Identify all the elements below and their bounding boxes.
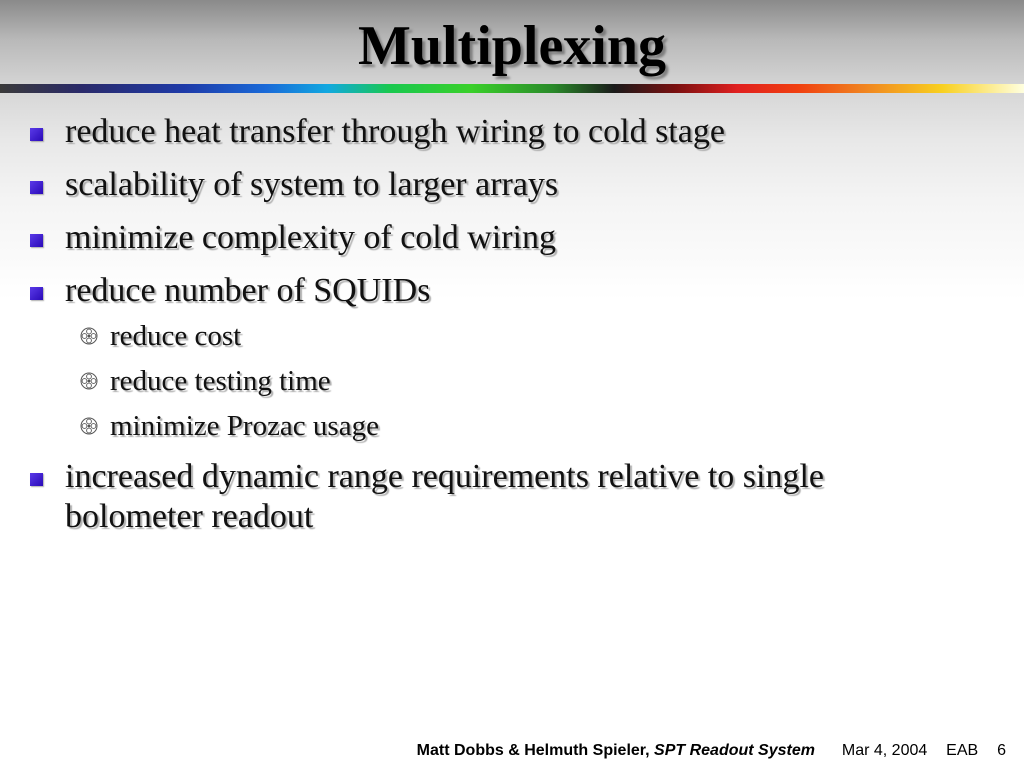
bullet-item (0, 112, 1024, 152)
flower-bullet-icon (80, 417, 98, 435)
bullet-item (0, 218, 1024, 258)
footer-system-name: SPT Readout System (654, 742, 815, 759)
bullet-text: reduce number of SQUIDs (65, 272, 431, 309)
page-number: 6 (997, 742, 1006, 759)
bullet-text: minimize complexity of cold wiring (65, 219, 557, 256)
flower-bullet-icon (80, 327, 98, 345)
sub-bullet-text: reduce testing time (110, 365, 331, 397)
square-bullet-icon (30, 473, 43, 486)
sub-bullet-item (0, 319, 1024, 353)
slide-title: Multiplexing (357, 15, 667, 77)
bullet-item (0, 165, 1024, 205)
square-bullet-icon (30, 234, 43, 247)
square-bullet-icon (30, 128, 43, 141)
sub-bullet-item (0, 364, 1024, 398)
footer-authors: Matt Dobbs & Helmuth Spieler, (416, 742, 650, 759)
slide-footer (417, 742, 1006, 760)
bullet-item (0, 271, 1024, 311)
flower-bullet-icon (80, 372, 98, 390)
bullet-item (0, 457, 1024, 537)
square-bullet-icon (30, 287, 43, 300)
bullet-text: reduce heat transfer through wiring to cold stage (65, 113, 725, 150)
sub-bullet-text: reduce cost (110, 320, 242, 352)
rainbow-divider (0, 84, 1024, 93)
sub-bullet-item (0, 409, 1024, 443)
footer-initials: EAB (946, 742, 979, 759)
bullet-list (0, 112, 1024, 550)
sub-bullet-text: minimize Prozac usage (110, 410, 379, 442)
bullet-text: increased dynamic range requirements relative to single bolometer readout (65, 458, 825, 535)
footer-date: Mar 4, 2004 (841, 742, 928, 759)
square-bullet-icon (30, 181, 43, 194)
bullet-text: scalability of system to larger arrays (65, 166, 559, 203)
